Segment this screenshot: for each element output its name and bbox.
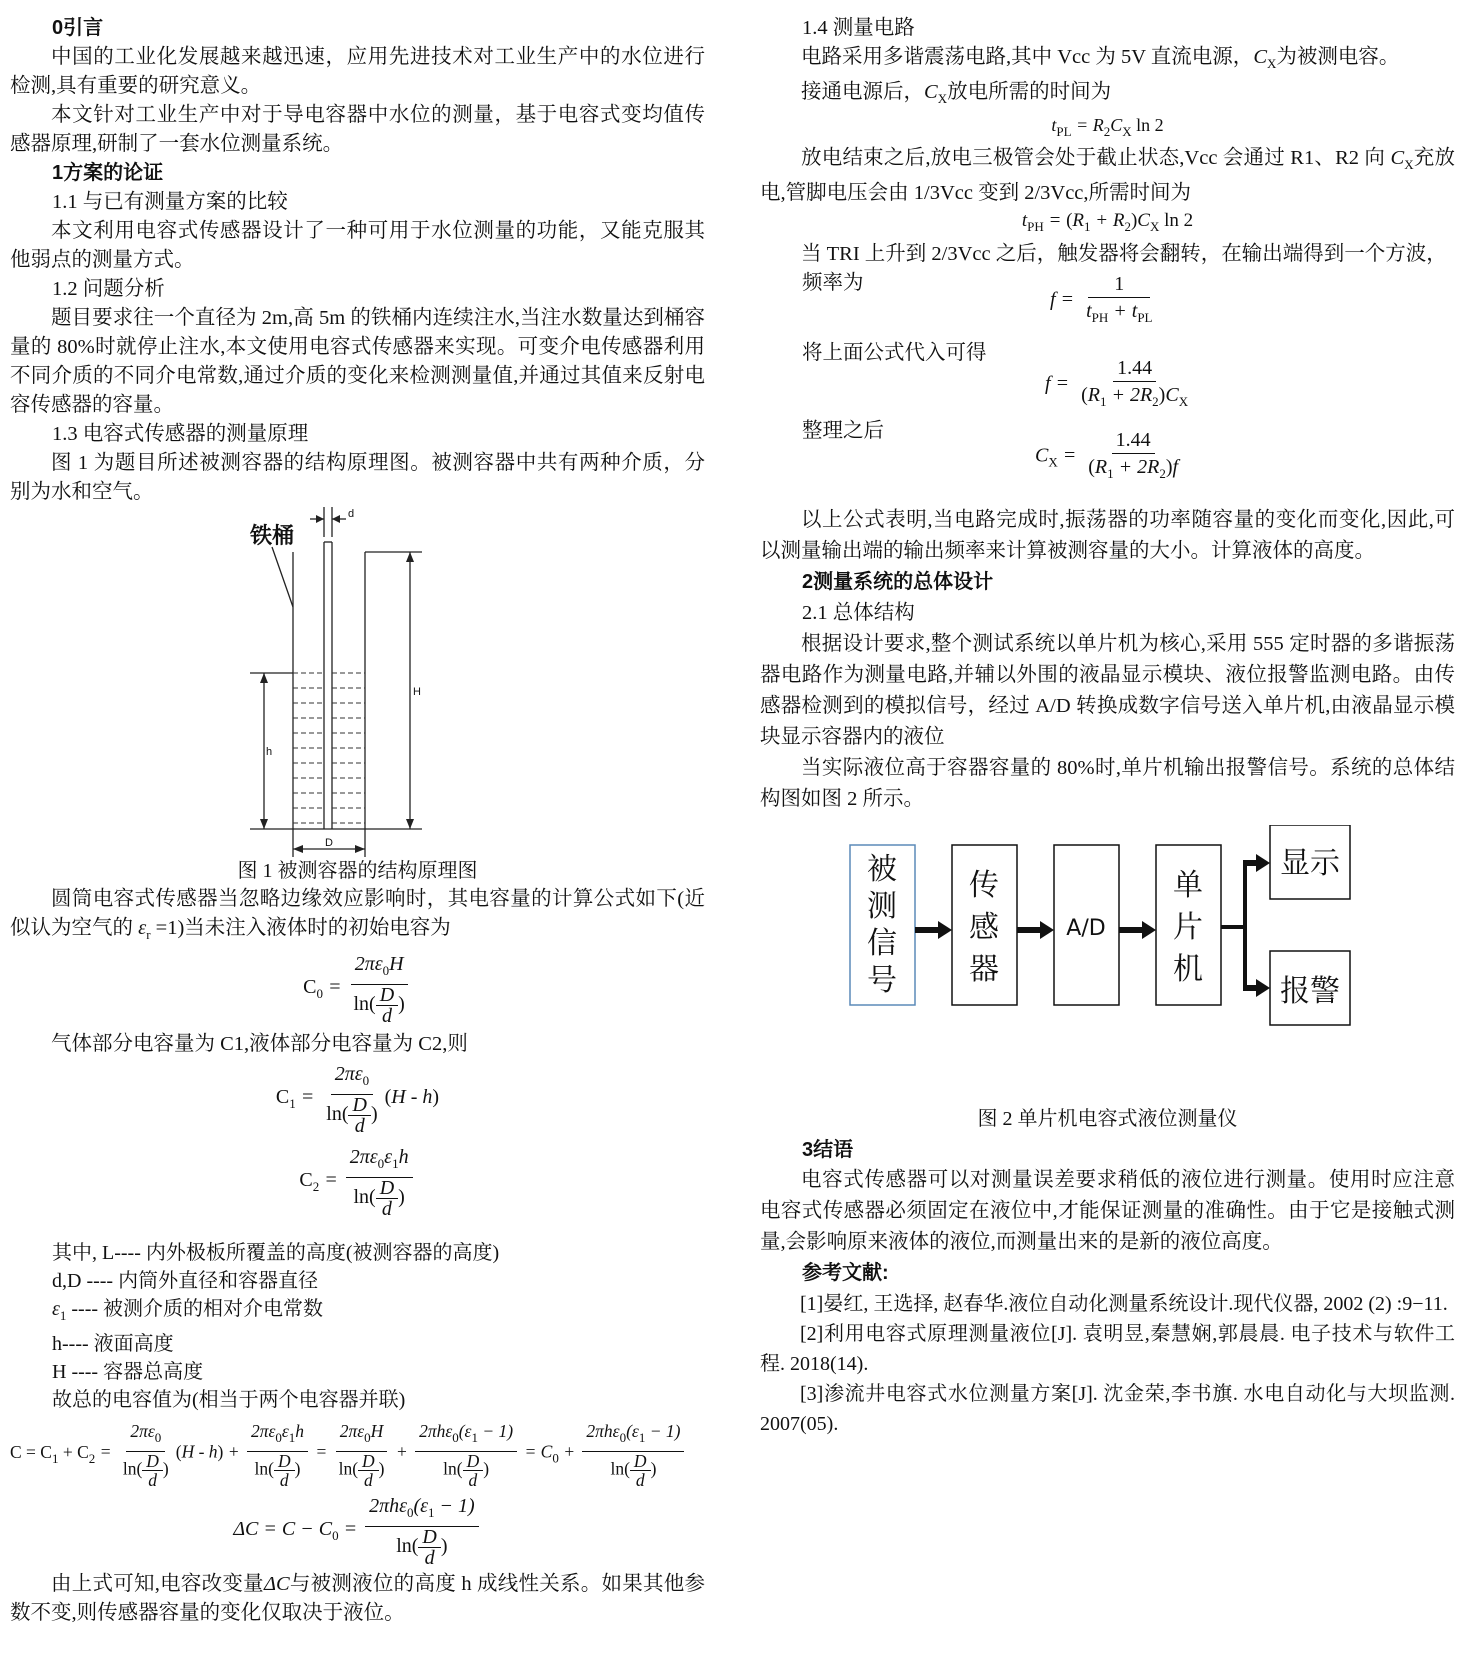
- equation-total: $C = C_1 + C_2$ = $2\pi\varepsilon_0$ ln( $\frac{D}{d}$ ) (H - h) + $2\pi\varepsilon_0\varepsilon_1h$ ln( $\frac{D}{d}$ ) = $2\pi\varepsilon_0H$ ln( $\frac{D}{d}$ ) + $2\pi h\varepsilon_0(\varepsilon_1 - 1)$ ln( $\frac{D}{d}$ ) = $C_0$ + $2\pi h\varepsilon_0(\varepsilon_1 - 1)$ ln( $\frac{D}{d}$ ): [10, 1418, 705, 1489]
- circuit-text-b: 为被测电容。: [1276, 46, 1400, 68]
- equation-delta-c: $\Delta C = C - C_0$ = $2\pi h\varepsilon_0(\varepsilon_1 - 1)$ ln( $\frac{D}{d}$ ): [10, 1493, 705, 1568]
- equation-tph: $t_{PH} = (R_1 + R_2)C_X$ ln 2: [1021, 210, 1194, 234]
- discharge-text-a: 接通电源后，: [801, 81, 924, 103]
- fig1-label-tong: 铁桶: [250, 523, 295, 548]
- cylinder-capacitance-paragraph: 圆筒电容式传感器当忽略边缘效应影响时，其电容量的计算公式如下(近似认为空气的 $\varepsilon_r =1$)当未注入液体时的初始电容为: [10, 888, 705, 942]
- fig1-label-D: D: [325, 837, 333, 849]
- right-column: [760, 14, 1455, 1439]
- intro-paragraph-1: 中国的工业化发展越来越迅速，应用先进技术对工业生产中的水位进行检测,具有重要的研究意义。: [10, 46, 705, 97]
- legend-eps: $\varepsilon_1$ ---- 被测介质的相对介电常数: [52, 1298, 324, 1323]
- box-ad-label: A/D: [1066, 916, 1106, 941]
- ending-paragraph: 电容式传感器可以对测量误差要求稍低的液位进行测量。使用时应注意电容式传感器必须固定在液位中,才能保证测量的准确性。由于它是接触式测量,会影响原来液体的液位,而测量出来的是新的液位高度。: [760, 1169, 1455, 1253]
- box-mcu-char-1: 片: [1173, 910, 1203, 945]
- legend-L: 其中, L---- 内外极板所覆盖的高度(被测容器的高度): [52, 1242, 500, 1264]
- discharge-text-b: 放电所需的时间为: [947, 81, 1112, 103]
- legend-H: H ---- 容器总高度: [52, 1361, 204, 1383]
- linear-text-a: 由上式可知,电容改变量: [51, 1573, 264, 1595]
- section-1-2-heading: 1.2 问题分析: [52, 278, 165, 300]
- equation-tpl: $t_{PL} = R_2C_X$ ln 2: [1051, 115, 1164, 139]
- box-display-label: 显示: [1280, 846, 1340, 881]
- arrange-label: 整理之后: [802, 420, 884, 442]
- reference-2: [2]利用电容式原理测量液位[J]. 袁明昱,秦慧娴,郭晨晨. 电子技术与软件工程. 2018(14).: [760, 1323, 1455, 1375]
- linear-relation-paragraph: 由上式可知,电容改变量ΔC与被测液位的高度 h 成线性关系。如果其他参数不变,则传感器容量的变化仅取决于液位。: [10, 1573, 706, 1624]
- equation-c0: $C_0$ = $2\pi\varepsilon_0H$ ln( $\frac{D}{d}$ ): [10, 951, 705, 1026]
- legend-h: h---- 液面高度: [52, 1333, 174, 1355]
- equation-f1: f = $\frac{1}{t_{PH} + t_{PL}}$: [1050, 273, 1153, 325]
- section-1-2-paragraph: 题目要求往一个直径为 2m,高 5m 的铁桶内连续注水,当注水数量达到桶容量的 80%时就停止注水,本文使用电容式传感器来实现。可变介电传感器利用不同介质的不同介电常数,通过介质的变化来检测测量值,并通过其值来反射电容传感器的容量。: [10, 307, 705, 416]
- arrow-sensor-ad-head: [1040, 921, 1054, 939]
- box-signal-char-1: 测: [867, 889, 897, 924]
- intro-paragraph-2: 本文针对工业生产中对于导电容器中水位的测量，基于电容式变均值传感器原理,研制了一套水位测量系统。: [10, 104, 705, 155]
- section-1-1-heading: 1.1 与已有测量方案的比较: [52, 191, 288, 213]
- cyl-text-a: 圆筒电容式传感器当忽略边缘效应影响时，其电容量的计算公式如下(近似认为空气的: [10, 888, 705, 939]
- equation-c1: $C_1$ = $2\pi\varepsilon_0$ ln( $\frac{D}{d}$ ) (H - h): [275, 1063, 440, 1137]
- box-mcu-char-2: 机: [1173, 952, 1203, 987]
- fig1-label-H: H: [413, 686, 421, 698]
- section-3-heading: 3结语: [802, 1139, 854, 1161]
- total-capacitance-paragraph: 故总的电容值为(相当于两个电容器并联): [52, 1389, 406, 1411]
- box-mcu-char-0: 单: [1173, 868, 1203, 903]
- liquid-level-lines: [293, 673, 365, 823]
- c1-c2-paragraph: 气体部分电容量为 C1,液体部分电容量为 C2,则: [51, 1033, 468, 1055]
- section-1-heading: 1方案的论证: [52, 162, 164, 184]
- figure-2-caption: 图 2 单片机电容式液位测量仪: [977, 1108, 1238, 1130]
- section-2-heading: 2测量系统的总体设计: [802, 571, 994, 593]
- box-sensor-char-0: 传: [969, 868, 999, 903]
- legend-eps-text: ---- 被测介质的相对介电常数: [71, 1298, 324, 1320]
- legend-dD: d,D ---- 内筒外直径和容器直径: [52, 1270, 319, 1292]
- circuit-text-a: 电路采用多谐震荡电路,其中 Vcc 为 5V 直流电源，: [801, 46, 1254, 68]
- freq-label: 频率为: [802, 272, 864, 294]
- discharge-paragraph: 接通电源后，$C_X$放电所需的时间为: [801, 81, 1112, 106]
- charge-text-a: 放电结束之后,放电三极管会处于截止状态,Vcc 会通过 R1、R2 向: [801, 147, 1386, 169]
- substitution-label: 将上面公式代入可得: [802, 342, 987, 364]
- equation-f2: f = $\frac{1.44}{(R_1 + 2R_2)C_X}$: [1045, 357, 1189, 409]
- box-signal-char-2: 信: [867, 926, 897, 961]
- cyl-text-b: =1)当未注入液体时的初始电容为: [155, 917, 451, 939]
- figure-1-caption: 图 1 被测容器的结构原理图: [237, 860, 478, 882]
- equation-c2: $C_2$ = $2\pi\varepsilon_0\varepsilon_1h$ ln( $\frac{D}{d}$ ): [10, 1144, 705, 1219]
- equation-cx: $C_X$ = $\frac{1.44}{(R_1 + 2R_2)f}$: [1035, 429, 1179, 481]
- left-column: [10, 14, 705, 1628]
- section-1-3-heading: 1.3 电容式传感器的测量原理: [52, 423, 309, 445]
- references-heading: 参考文献:: [802, 1262, 889, 1284]
- tri-paragraph: 当 TRI 上升到 2/3Vcc 之后，触发器将会翻转，在输出端得到一个方波，: [801, 243, 1447, 265]
- charge-paragraph: 放电结束之后,放电三极管会处于截止状态,Vcc 会通过 R1、R2 向 $C_X$充放电,管脚电压会由 1/3Vcc 变到 2/3Vcc,所需时间为: [760, 147, 1456, 204]
- fig1-label-h: h: [266, 746, 273, 758]
- freq-row: [760, 269, 1455, 331]
- alarm-paragraph: 当实际液位高于容器容量的 80%时,单片机输出报警信号。系统的总体结构图如图 2 所示。: [760, 757, 1455, 810]
- figure-2: [760, 825, 1455, 1095]
- reference-3: [3]渗流井电容式水位测量方案[J]. 沈金荣,李书旗. 水电自动化与大坝监测. 2007(05).: [760, 1383, 1455, 1435]
- box-sensor-char-2: 器: [969, 952, 999, 987]
- branch-up: [1221, 863, 1245, 927]
- arrow-ad-mcu-head: [1142, 921, 1156, 939]
- section-1-3-paragraph: 图 1 为题目所述被测容器的结构原理图。被测容器中共有两种介质，分别为水和空气。: [10, 452, 705, 503]
- conclusion-formula-paragraph: 以上公式表明,当电路完成时,振荡器的功率随容量的变化而变化,因此,可以测量输出端的输出频率来计算被测容量的大小。计算液体的高度。: [760, 509, 1455, 562]
- box-signal-char-3: 号: [867, 963, 897, 998]
- structure-paragraph: 根据设计要求,整个测试系统以单片机为核心,采用 555 定时器的多谐振荡器电路作为测量电路,并辅以外围的液晶显示模块、液位报警监测电路。由传感器检测到的模拟信号，经过 A/D 转换成数字信号送入单片机,由液晶显示模块显示容器内的液位: [760, 633, 1455, 748]
- box-sensor-char-1: 感: [969, 910, 999, 945]
- section-1-4-heading: 1.4 测量电路: [802, 17, 915, 39]
- arrow-mcu-display-head: [1256, 854, 1270, 872]
- box-alarm-label: 报警: [1280, 974, 1340, 1009]
- figure-1-diagram: [10, 507, 705, 857]
- box-signal-char-0: 被: [867, 852, 897, 887]
- section-1-1-paragraph: 本文利用电容式传感器设计了一种可用于水位测量的功能，又能克服其他弱点的测量方式。: [10, 220, 705, 271]
- linear-text-b: 与被测液位的高度 h 成线性关系。如果其他参数不变,则传感器容量的变化仅取决于液位。: [10, 1573, 706, 1624]
- fig1-label-d: d: [348, 508, 355, 520]
- arrange-row: [760, 417, 1455, 501]
- figure-2-diagram: [760, 825, 1455, 1095]
- charge-text-b: 充放电,管脚电压会由 1/3Vcc 变到 2/3Vcc,所需时间为: [760, 147, 1456, 204]
- reference-1: [1]晏红, 王选择, 赵春华.液位自动化测量系统设计.现代仪器, 2002 (2) :9−11.: [800, 1293, 1448, 1315]
- arrow-mcu-alarm-head: [1256, 979, 1270, 997]
- substitution-row: [760, 331, 1455, 417]
- circuit-paragraph: 电路采用多谐震荡电路,其中 Vcc 为 5V 直流电源，$C_X$为被测电容。: [801, 46, 1400, 71]
- figure-1: [10, 507, 705, 857]
- section-2-1-heading: 2.1 总体结构: [802, 602, 915, 624]
- arrow-signal-sensor-head: [938, 921, 952, 939]
- intro-heading: 0引言: [52, 17, 104, 39]
